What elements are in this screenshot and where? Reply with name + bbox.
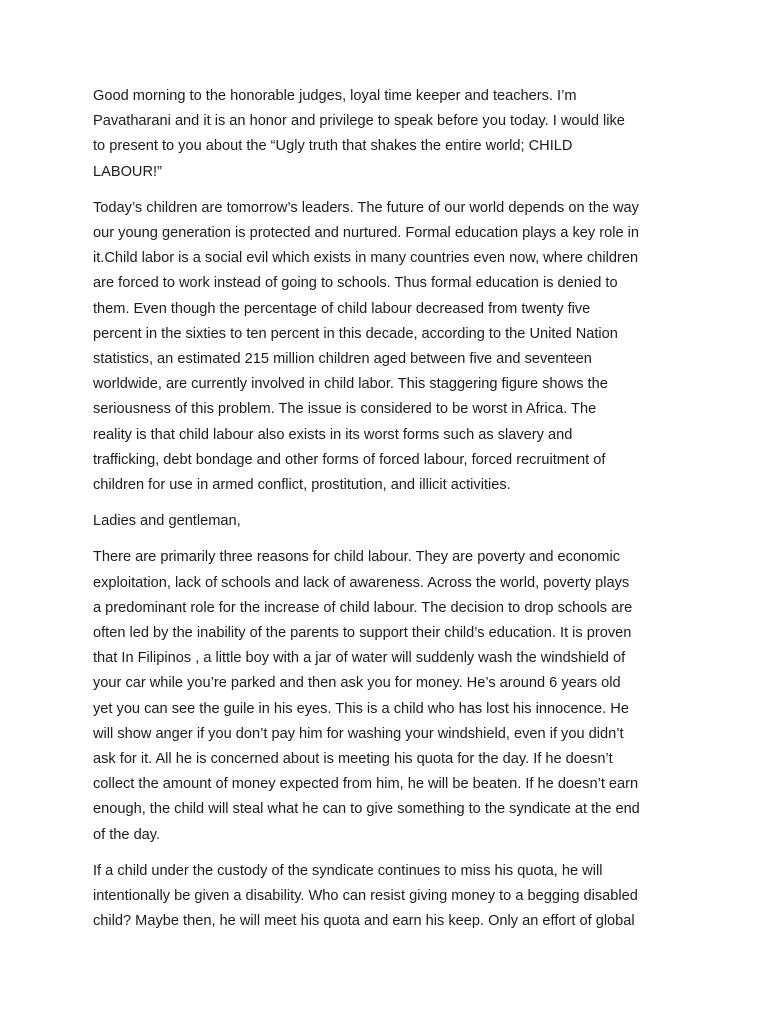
text-line: intentionally be given a disability. Who can resist giving money to a begging disabled — [93, 888, 638, 905]
text-line: child? Maybe then, he will meet his quota and earn his keep. Only an effort of global — [93, 913, 635, 930]
paragraph-syndicate — [93, 859, 675, 935]
text-line: children for use in armed conflict, prostitution, and illicit activities. — [93, 477, 511, 494]
text-line: that In Filipinos , a little boy with a jar of water will suddenly wash the windshield of — [93, 650, 626, 667]
text-line: it.Child labor is a social evil which exists in many countries even now, where children — [93, 250, 639, 267]
text-line: will show anger if you don’t pay him for washing your windshield, even if you didn’t — [93, 725, 624, 742]
text-line: Good morning to the honorable judges, loyal time keeper and teachers. I’m — [93, 88, 577, 104]
text-line: a predominant role for the increase of child labour. The decision to drop schools are — [93, 599, 633, 616]
text-line: exploitation, lack of schools and lack of awareness. Across the world, poverty plays — [93, 574, 630, 591]
text-line: seriousness of this problem. The issue is considered to be worst in Africa. The — [93, 401, 597, 418]
text-line: yet you can see the guile in his eyes. This is a child who has lost his innocence. He — [93, 700, 629, 717]
text-line: your car while you’re parked and then ask you for money. He’s around 6 years old — [93, 675, 621, 692]
text-line: reality is that child labour also exists in its worst forms such as slavery and — [93, 426, 573, 443]
text-line: are forced to work instead of going to schools. Thus formal education is denied to — [93, 275, 618, 292]
paragraph-greeting — [93, 84, 675, 185]
text-line: Ladies and gentleman, — [93, 513, 241, 530]
text-line: our young generation is protected and nurtured. Formal education plays a key role in — [93, 225, 639, 242]
text-line: trafficking, debt bondage and other forms of forced labour, forced recruitment of — [93, 451, 606, 468]
text-line: Today’s children are tomorrow’s leaders. The future of our world depends on the way — [93, 199, 639, 216]
text-line: often led by the inability of the parents to support their child’s education. It is proven — [93, 625, 632, 642]
paragraph-reasons — [93, 545, 675, 847]
text-line: of the day. — [93, 826, 161, 843]
paragraph-salutation — [93, 509, 675, 534]
text-line: ask for it. All he is concerned about is meeting his quota for the day. If he doesn’t — [93, 751, 613, 768]
paragraph-introduction — [93, 196, 675, 498]
text-line: There are primarily three reasons for child labour. They are poverty and economic — [93, 549, 620, 566]
text-line: collect the amount of money expected from him, he will be beaten. If he doesn’t earn — [93, 776, 639, 793]
text-line: LABOUR!” — [93, 163, 162, 180]
text-line: percent in the sixties to ten percent in this decade, according to the United Nation — [93, 325, 618, 342]
text-line: statistics, an estimated 215 million children aged between five and seventeen — [93, 351, 592, 368]
text-line: to present to you about the “Ugly truth that shakes the entire world; CHILD — [93, 138, 573, 155]
text-line: enough, the child will steal what he can to give something to the syndicate at the end — [93, 801, 640, 818]
text-line: worldwide, are currently involved in child labor. This staggering figure shows the — [93, 376, 608, 393]
text-line: If a child under the custody of the syndicate continues to miss his quota, he will — [93, 862, 603, 879]
text-line: them. Even though the percentage of child labour decreased from twenty five — [93, 300, 591, 317]
text-line: Pavatharani and it is an honor and privilege to speak before you today. I would like — [93, 113, 625, 130]
document-body — [93, 84, 675, 946]
